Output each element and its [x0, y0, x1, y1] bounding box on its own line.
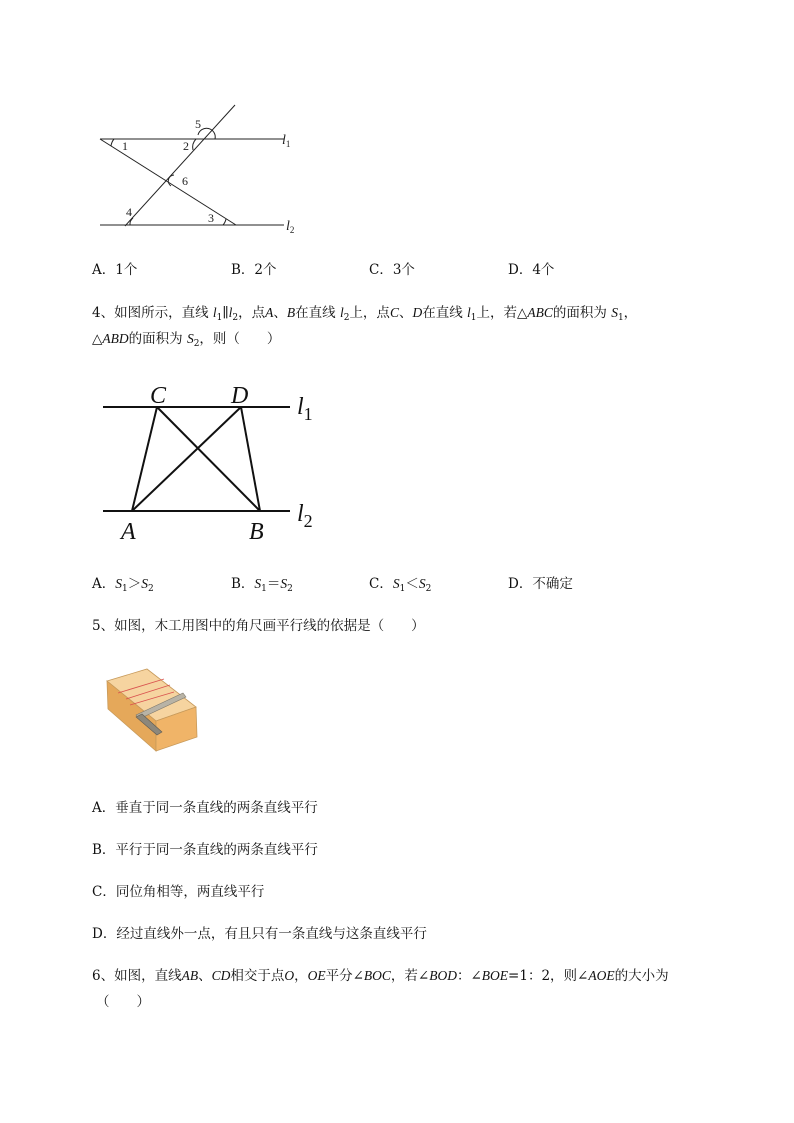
line-label-l1: $l_1$ [297, 394, 313, 424]
q4-option-c: C．$S_1<S_2$ [369, 576, 432, 594]
figure-parallel-lines-angles [90, 100, 310, 240]
point-label-b: B [249, 519, 264, 545]
angle-label-4: 4 [126, 205, 132, 219]
q3-option-d: D．4个 [508, 262, 555, 278]
q5-option-d: D．经过直线外一点，有且只有一条直线与这条直线平行 [92, 926, 427, 942]
angle-label-1: 1 [122, 139, 128, 153]
figure-wood-block-square [104, 665, 204, 760]
point-label-a: A [121, 519, 136, 545]
angle-label-5: 5 [195, 117, 201, 131]
q5-stem: 5、如图，木工用图中的角尺画平行线的依据是（ ） [92, 618, 425, 634]
segment-da [132, 407, 241, 511]
point-label-d: D [231, 383, 249, 409]
q3-option-c: C．3个 [369, 262, 415, 278]
q6-stem-line2: （ ） [96, 994, 150, 1010]
q3-option-b: B．2个 [231, 262, 277, 278]
q5-option-a: A．垂直于同一条直线的两条直线平行 [92, 800, 318, 816]
angle-label-3: 3 [208, 211, 214, 225]
point-label-c: C [150, 383, 167, 409]
angle-1-arc [111, 139, 114, 146]
q4-option-d: D．不确定 [508, 576, 573, 592]
segment-ca [132, 407, 157, 511]
angle-label-2: 2 [183, 139, 189, 153]
angle-4-arc [130, 218, 133, 225]
q4-option-a: A．$S_1>S_2$ [92, 576, 154, 594]
line-label-l1: $l_1$ [282, 133, 291, 149]
q4-option-b: B．$S_1=S_2$ [231, 576, 293, 594]
q5-option-b: B．平行于同一条直线的两条直线平行 [92, 842, 318, 858]
figure-trapezoid [95, 378, 330, 548]
q4-stem-line1: 4、如图所示，直线 $l_1\parallel l_2$，点A、B在直线 $l_2$上，点C、D在直线 $l_1$上，若△ABC的面积为 $S_1$， [92, 305, 638, 323]
q6-stem-line1: 6、如图，直线AB、CD相交于点O，OE平分∠BOC，若∠BOD：∠BOE=1：2，则∠AOE的大小为 [92, 968, 669, 984]
line-label-l2: $l_2$ [286, 219, 295, 235]
line-label-l2: $l_2$ [297, 501, 313, 531]
q5-option-c: C．同位角相等，两直线平行 [92, 884, 265, 900]
angle-3-arc [223, 219, 226, 225]
q4-stem-line2: △ABD的面积为 $S_2$，则（ ） [92, 331, 281, 349]
angle-label-6: 6 [182, 174, 188, 188]
q3-option-a: A．1个 [92, 262, 138, 278]
